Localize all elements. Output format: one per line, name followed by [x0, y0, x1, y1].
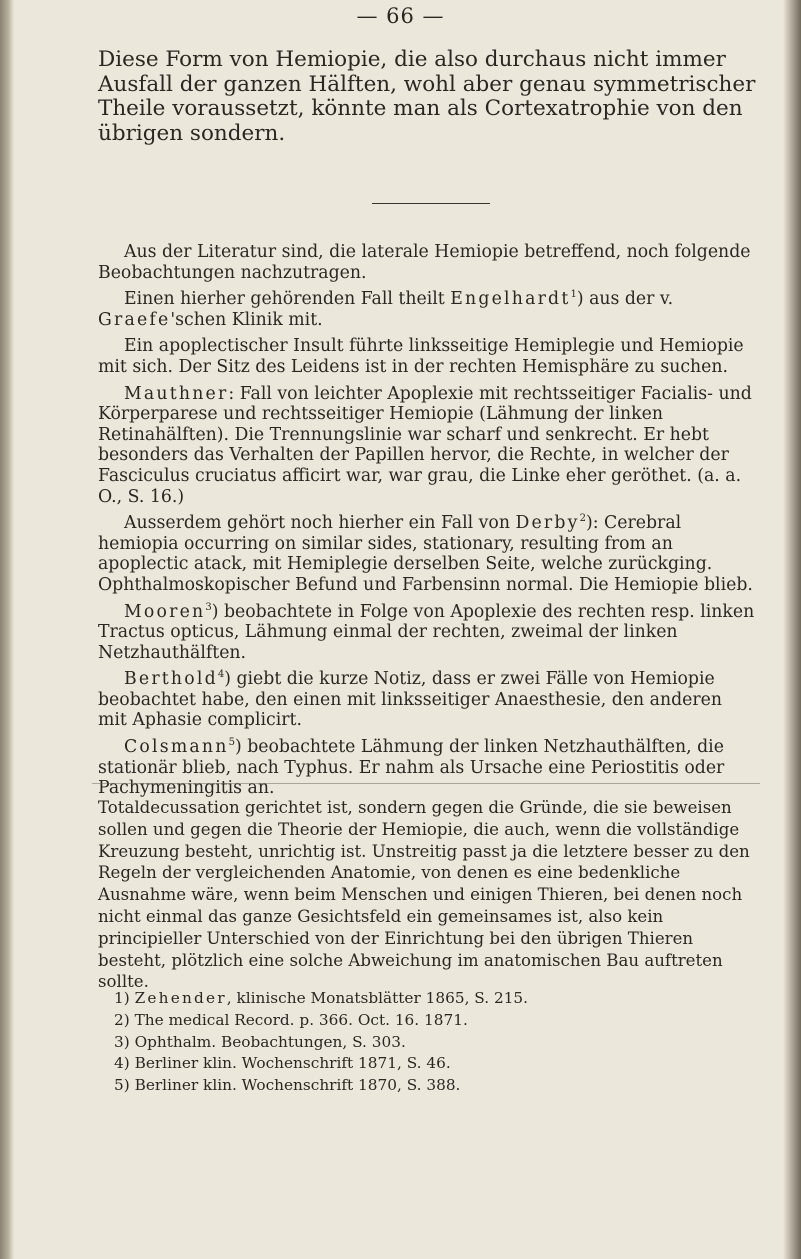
- footnote-item: 2) The medical Record. p. 366. Oct. 16. 1871.: [114, 1010, 468, 1029]
- continuation-text: Totaldecussation gerichtet ist, sondern gegen die Gründe, die sie beweisen sollen und gegen die Theorie der Hemiopie, die auch, wenn die vollständige Kreuzung besteht, unrichtig ist. Unstreitig passt ja die letztere besser zu den Regeln der vergleichenden Anatomie, von denen es eine bedenkliche Ausnahme wäre, wenn beim Menschen und einigen Thieren, bei denen noch nicht einmal das ganze Gesichtsfeld ein gemeinsames ist, also kein principieller Unterschied von der Einrichtung bei den übrigen Thieren besteht, plötzlich eine solche Abweichung im anatomischen Bau auftreten sollte.: [98, 798, 750, 992]
- page-number: — 66 —: [356, 4, 445, 28]
- author-name: Mooren: [124, 601, 206, 622]
- footnote-continuation: [98, 797, 756, 993]
- intro-text: Diese Form von Hemiopie, die also durchaus nicht immer Ausfall der ganzen Hälften, wohl aber genau symmetrischer Theile voraussetzt, könnte man als Cortexatrophie von den übrigen sondern.: [98, 47, 756, 146]
- author-name: Colsmann: [124, 737, 229, 758]
- paragraph-berthold: Berthold$^4$) giebt die kurze Notiz, dass er zwei Fälle von Hemiopie beobachtet habe, den einen mit linksseitiger Anaesthesie, den anderen mit Aphasie complicirt.: [98, 669, 723, 731]
- intro-paragraph: [98, 48, 756, 146]
- footnote-item: 4) Berliner klin. Wochenschrift 1871, S. 46.: [114, 1054, 451, 1073]
- footnote-separator: [92, 783, 760, 784]
- scan-edge-right: [783, 0, 801, 1259]
- footnote-item: 5) Berliner klin. Wochenschrift 1870, S. 388.: [114, 1076, 461, 1095]
- paragraph-literature: Aus der Literatur sind, die laterale Hemiopie betreffend, noch folgende Beobachtungen nachzutragen.: [98, 242, 751, 283]
- footnote-item: 3) Ophthalm. Beobachtungen, S. 303.: [114, 1032, 406, 1051]
- section-rule: [372, 203, 490, 204]
- author-name: Zehender: [134, 989, 227, 1007]
- author-name: Berthold: [124, 669, 218, 690]
- author-name: Mauthner: [124, 383, 229, 404]
- author-name: Derby: [515, 513, 580, 534]
- footnote-list: [114, 988, 754, 1097]
- author-name: Graefe: [98, 309, 171, 330]
- footnote-ref: 4: [217, 669, 225, 681]
- footnote-item: 1) Zehender, klinische Monatsblätter 1865, S. 215.: [114, 989, 529, 1007]
- footnote-ref: 1: [570, 289, 577, 301]
- paragraph-apoplexy: Ein apoplectischer Insult führte linksseitige Hemiplegie und Hemiopie mit sich. Der Sitz des Leidens ist in der rechten Hemisphäre zu suchen.: [98, 336, 744, 377]
- paragraph-derby: Ausserdem gehört noch hierher ein Fall von Derby$^2$): Cerebral hemiopia occurring on similar sides, stationary, resulting from an apoplectic atack, mit Hemiplegie derselben Seite, welche zurückging. Ophthalmoskopischer Befund und Farbensinn normal. Die Hemiopie blieb.: [98, 513, 753, 595]
- author-name: Engelhardt: [450, 289, 571, 310]
- scan-edge-left: [0, 0, 14, 1259]
- footnote-ref: 2: [579, 513, 586, 525]
- paragraph-mauthner: Mauthner: Fall von leichter Apoplexie mit rechtsseitiger Facialis- und Körperparese und rechtsseitiger Hemiopie (Lähmung der linken Retinahälften). Die Trennungslinie war scharf und senkrecht. Er hebt besonders das Verhalten der Papillen hervor, die Rechte, in welcher der Fasciculus cruciatus afficirt war, war grau, die Linke eher geröthet. (a. a. O., S. 16.): [98, 383, 752, 507]
- footnote-ref: 3: [205, 601, 212, 613]
- paragraph-engelhardt: Einen hierher gehörenden Fall theilt Engelhardt$^1$) aus der v. Graefe'schen Klinik mit.: [98, 289, 674, 330]
- paragraph-colsmann: Colsmann$^5$) beobachtete Lähmung der linken Netzhauthälften, die stationär blieb, nach Typhus. Er nahm als Ursache eine Periostitis oder Pachymeningitis an.: [98, 737, 725, 799]
- paragraph-mooren: Mooren$^3$) beobachtete in Folge von Apoplexie des rechten resp. linken Tractus opticus, Lähmung einmal der rechten, zweimal der linken Netzhauthälften.: [98, 601, 755, 663]
- main-text: [98, 242, 756, 799]
- footnote-ref: 5: [228, 737, 235, 749]
